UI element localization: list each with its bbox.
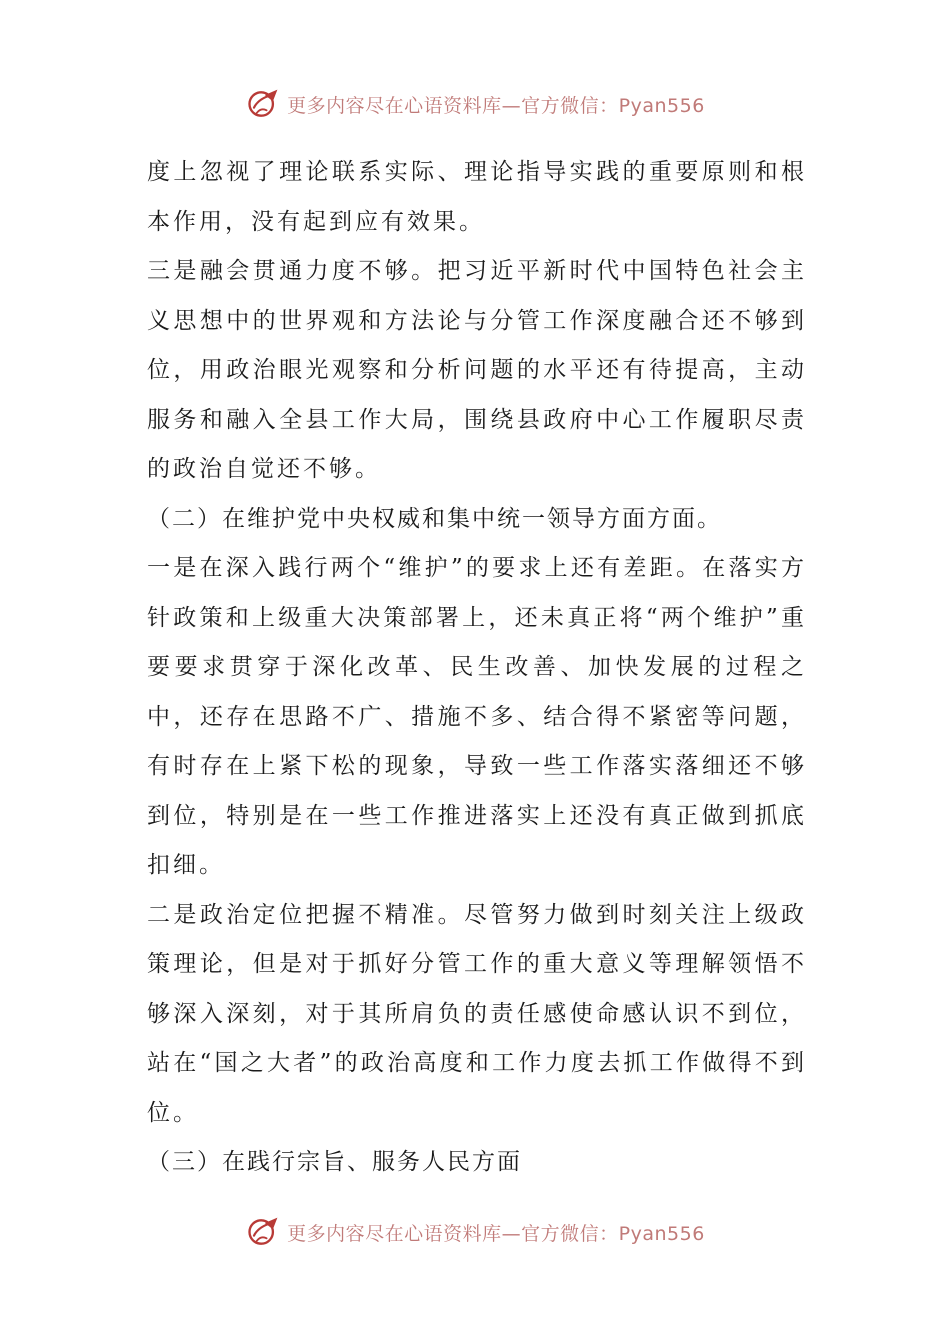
paragraph: 一是在深入践行两个“维护”的要求上还有差距。在落实方针政策和上级重大决策部署上，还未真正将“两个维护”重要要求贯穿于深化改革、民生改善、加快发展的过程之中，还存在思路不广、措施不多、结合得不紧密等问题，有时存在上紧下松的现象，导致一些工作落实落细还不够到位，特别是在一些工作推进落实上还没有真正做到抓底扣细。 [147,555,807,878]
pen-nib-logo-icon [245,86,281,122]
section-heading: （二）在维护党中央权威和集中统一领导方面方面。 [147,505,722,532]
footer-banner-text: 更多内容尽在心语资料库—官方微信：Pyan556 [287,1222,705,1245]
paragraph: 度上忽视了理论联系实际、理论指导实践的重要原则和根本作用，没有起到应有效果。 [147,159,807,235]
paragraph: 二是政治定位把握不精准。尽管努力做到时刻关注上级政策理论，但是对于抓好分管工作的重大意义等理解领悟不够深入深刻，对于其所肩负的责任感使命感认识不到位，站在“国之大者”的政治高度和工作力度去抓工作做得不到位。 [147,901,807,1126]
document-body [147,148,807,1188]
header-banner-text: 更多内容尽在心语资料库—官方微信：Pyan556 [287,94,705,117]
header-banner [0,82,950,126]
footer-banner [0,1210,950,1254]
pen-nib-logo-icon [245,1214,281,1250]
section-heading: （三）在践行宗旨、服务人民方面 [147,1149,522,1175]
paragraph: 三是融会贯通力度不够。把习近平新时代中国特色社会主义思想中的世界观和方法论与分管工作深度融合还不够到位，用政治眼光观察和分析问题的水平还有待提高，主动服务和融入全县工作大局，围绕县政府中心工作履职尽责的政治自觉还不够。 [147,258,807,482]
